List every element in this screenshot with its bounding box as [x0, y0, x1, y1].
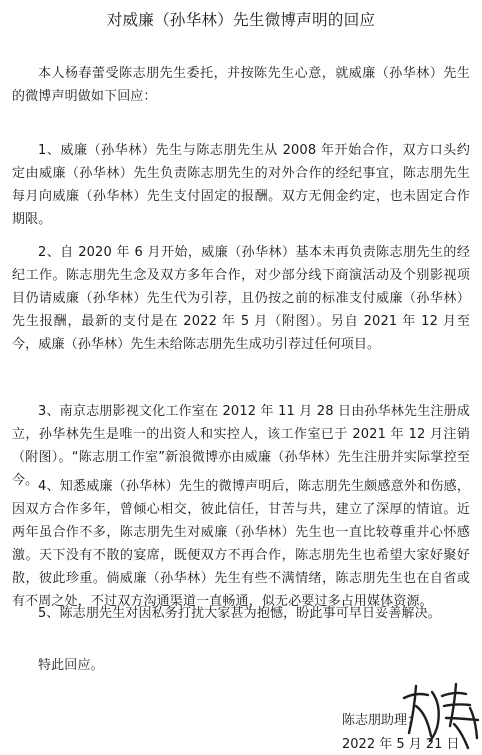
signer-label: 陈志朋助理： [342, 713, 421, 728]
point-4-paragraph: 4、知悉威廉（孙华林）先生的微博声明后，陈志朋先生颇感意外和伤感，因双方合作多年，曾倾心相交，彼此信任，甘苦与共，建立了深厚的情谊。近两年虽合作不多，陈志朋先生对威廉（孙华林）先生也一直比较尊重并心怀感激。天下没有不散的宴席，既便双方不再合作，陈志朋先生也希望大家好聚好散，彼此珍重。倘威廉（孙华林）先生有些不满情绪，陈志朋先生也在自省或有不周之处，不过双方沟通渠道一直畅通，似无必要过多占用媒体资源。 [12, 479, 470, 609]
intro-paragraph: 本人杨春蕾受陈志朋先生委托，并按陈先生心意，就威廉（孙华林）先生的微博声明做如下回应： [12, 66, 470, 104]
point-3-paragraph: 3、南京志朋影视文化工作室在 2012 年 11 月 28 日由孙华林先生注册成立，孙华林先生是唯一的出资人和实控人，该工作室已于 2021 年 12 月注销（附图）。“陈志朋工作室”新浪微博亦由威廉（孙华林）先生注册并实际掌控至今。 [12, 404, 470, 488]
point-1-paragraph: 1、威廉（孙华林）先生与陈志朋先生从 2008 年开始合作，双方口头约定由威廉（孙华林）先生负责陈志朋先生的对外合作的经纪事宜，陈志朋先生每月向威廉（孙华林）先生支付固定的报酬。双方无佣金约定，也未固定合作期限。 [12, 143, 470, 227]
document-title: 对威廉（孙华林）先生微博声明的回应 [106, 11, 376, 29]
document-date: 2022 年 5 月 21 日 [342, 737, 460, 752]
point-5-paragraph: 5、陈志朋先生对因私务打扰大家甚为抱憾，盼此事可早日妥善解决。 [38, 606, 441, 621]
point-2-paragraph: 2、自 2020 年 6 月开始，威廉（孙华林）基本未再负责陈志朋先生的经纪工作。陈志朋先生念及双方多年合作，对少部分线下商演活动及个别影视项目仍请威廉（孙华林）先生代为引荐，且仍按之前的标准支付威廉（孙华林）先生报酬，最新的支付是在 2022 年 5 月（附图）。另自 2021 年 12 月至今，威廉（孙华林）先生未给陈志朋先生成功引荐过任何项目。 [12, 245, 470, 352]
closing-paragraph: 特此回应。 [38, 658, 104, 673]
